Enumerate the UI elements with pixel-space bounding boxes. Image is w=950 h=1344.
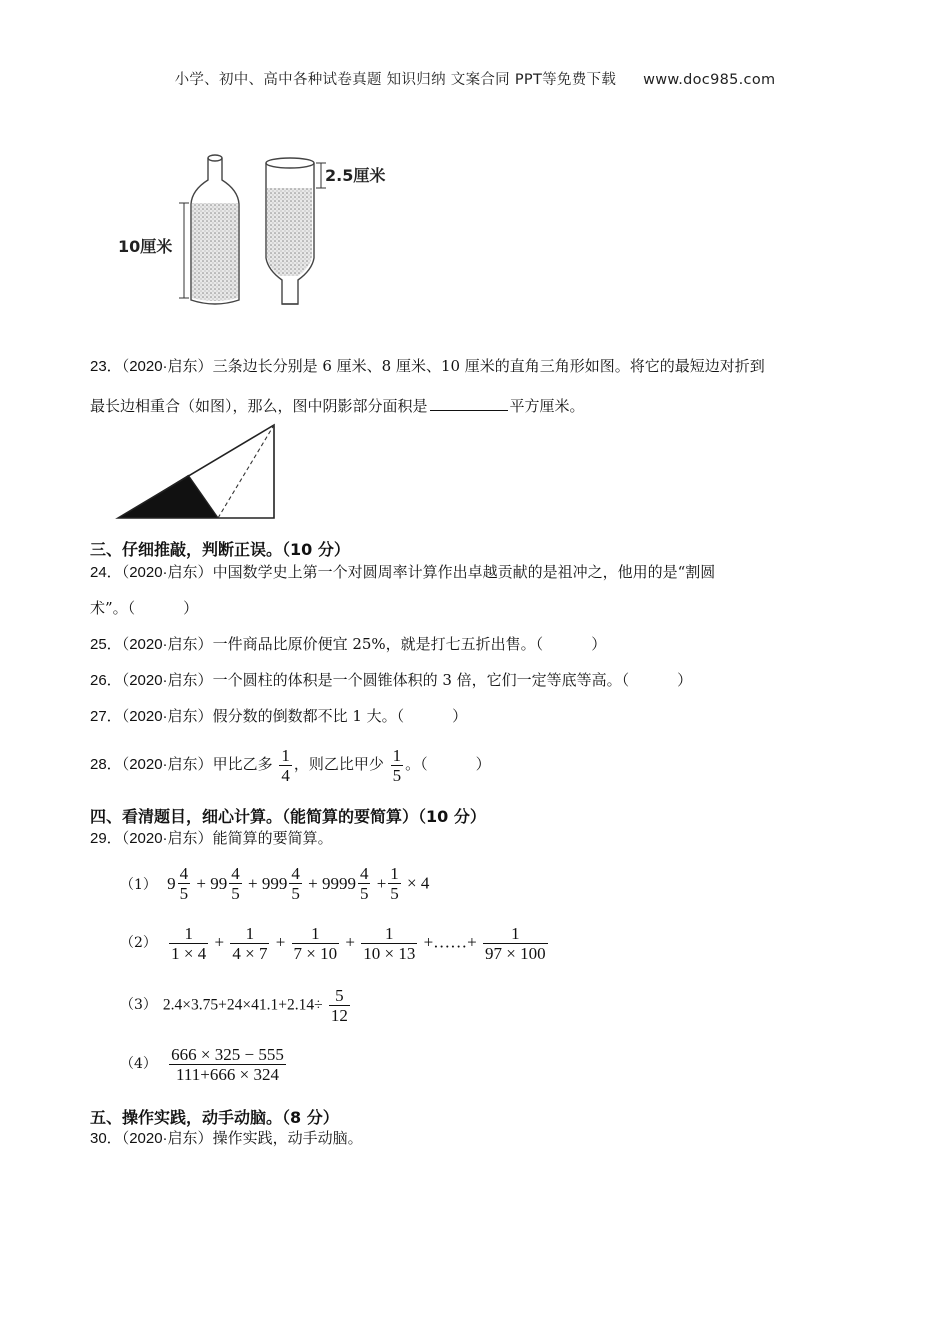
denominator: 12 <box>330 1006 348 1025</box>
ellipsis: +……+ <box>423 932 477 952</box>
question-source: （2020·启东） <box>121 564 213 581</box>
whole-part: 9 <box>167 873 176 893</box>
expression-3 <box>120 986 352 1025</box>
question-source: （2020·启东） <box>121 358 213 375</box>
question-text: 最长边相重合（如图），那么，图中阴影部分面积是 <box>90 397 428 415</box>
numerator: 4 <box>231 864 240 883</box>
numerator: 1 <box>392 745 402 765</box>
question-23-line2 <box>90 394 585 416</box>
question-number: 23． <box>90 358 122 375</box>
right-bottle-water <box>267 188 312 276</box>
triangle-figure <box>110 420 285 525</box>
section-4-title: 四、看清题目，细心计算。（能简算的要简算）（10 分） <box>90 807 486 826</box>
question-text: 三条边长分别是 6 厘米、8 厘米、10 厘米的直角三角形如图。将它的最短边对折到 <box>212 357 765 375</box>
denominator: 5 <box>359 884 369 903</box>
operator: + <box>275 932 286 952</box>
question-number: 26． <box>90 672 122 689</box>
left-bottle-water <box>192 203 238 301</box>
denominator: 97 × 100 <box>485 944 546 963</box>
question-text: 能简算的要简算。 <box>212 829 333 847</box>
item-label: （2） <box>120 935 157 952</box>
fraction-term <box>169 1045 286 1084</box>
mixed-number <box>196 864 243 903</box>
numerator: 4 <box>179 864 189 883</box>
question-source: （2020·启东） <box>121 708 213 725</box>
numerator: 1 <box>184 924 193 943</box>
denominator: 5 <box>390 884 399 903</box>
operator: + <box>345 932 355 952</box>
fraction-one-fifth <box>391 746 404 785</box>
ten-cm-marker <box>179 203 189 298</box>
fraction-term <box>169 924 208 963</box>
numerator: 1 <box>281 745 290 765</box>
question-number: 29． <box>90 830 122 847</box>
fold-line <box>218 425 274 518</box>
operator: + <box>376 873 387 893</box>
denominator: 5 <box>392 765 402 785</box>
question-number: 28． <box>90 756 122 773</box>
question-number: 30． <box>90 1130 122 1147</box>
question-26 <box>90 670 692 691</box>
numerator: 4 <box>359 864 369 883</box>
question-text: 假分数的倒数都不比 1 大。（ <box>212 707 405 725</box>
operator-term: × 4 <box>407 873 430 893</box>
question-source: （2020·启东） <box>121 636 213 653</box>
bottle-figure <box>110 148 410 313</box>
question-number: 24． <box>90 564 122 581</box>
denominator: 7 × 10 <box>293 944 338 963</box>
numerator: 1 <box>311 924 320 943</box>
denominator: 4 <box>281 765 290 785</box>
question-29 <box>90 828 333 849</box>
fraction-term <box>329 986 350 1025</box>
close-paren: ） <box>475 755 491 773</box>
page-header <box>0 68 950 89</box>
header-url[interactable]: www.doc985.com <box>643 72 776 88</box>
denominator: 4 × 7 <box>232 944 268 963</box>
close-paren: ） <box>591 635 607 653</box>
question-text: ，则乙比甲少 <box>293 755 384 773</box>
expression-text: 2.4×3.75+24×41.1+2.14÷ <box>162 996 323 1014</box>
whole-part: + 99 <box>196 873 228 893</box>
item-label: （1） <box>120 876 157 893</box>
expression-2 <box>120 924 550 963</box>
question-24-line2 <box>90 598 198 618</box>
question-28 <box>90 742 491 787</box>
question-number: 27． <box>90 708 122 725</box>
denominator: 10 × 13 <box>363 944 416 963</box>
question-23-line1 <box>90 356 765 377</box>
fraction-one-fourth <box>279 746 292 785</box>
numerator: 1 <box>390 864 399 883</box>
fraction-term <box>377 864 403 903</box>
question-source: （2020·启东） <box>121 756 213 773</box>
question-25 <box>90 634 606 655</box>
numerator: 4 <box>291 864 300 883</box>
expression-4 <box>120 1045 288 1084</box>
question-text: 一个圆柱的体积是一个圆锥体积的 3 倍，它们一定等底等高。（ <box>212 671 630 689</box>
numerator: 666 × 325 − 555 <box>171 1045 284 1064</box>
item-label: （4） <box>120 1056 157 1073</box>
label-10cm: 10厘米 <box>118 237 173 256</box>
mixed-number <box>248 864 304 903</box>
numerator: 5 <box>335 986 344 1005</box>
whole-part: + 999 <box>248 873 288 893</box>
item-label: （3） <box>120 997 157 1014</box>
question-source: （2020·启东） <box>121 1130 213 1147</box>
question-text: 甲比乙多 <box>212 755 273 773</box>
numerator: 1 <box>511 924 520 943</box>
expression-1 <box>120 864 429 903</box>
mixed-number <box>308 864 372 903</box>
question-text: 术”。（ <box>90 599 136 617</box>
close-paren: ） <box>452 707 468 725</box>
denominator: 1 × 4 <box>171 944 207 963</box>
close-paren: ） <box>183 599 199 617</box>
denominator: 111+666 × 324 <box>169 1064 286 1084</box>
fraction-term <box>292 924 340 963</box>
denominator: 5 <box>179 884 189 903</box>
denominator: 5 <box>231 884 240 903</box>
label-2-5cm: 2.5厘米 <box>325 166 386 185</box>
numerator: 1 <box>245 924 255 943</box>
question-text: 。（ <box>405 755 428 773</box>
question-text: 一件商品比原价便宜 25%，就是打七五折出售。（ <box>212 635 544 653</box>
question-text: 中国数学史上第一个对圆周率计算作出卓越贡献的是祖冲之，他用的是“割圆 <box>212 563 716 581</box>
question-24-line1 <box>90 562 715 583</box>
operator: + <box>214 932 225 952</box>
section-3-title: 三、仔细推敲，判断正误。（10 分） <box>90 540 350 559</box>
question-number: 25． <box>90 636 122 653</box>
header-text: 小学、初中、高中各种试卷真题 知识归纳 文案合同 PPT等免费下载 <box>174 72 617 88</box>
mixed-number <box>167 864 192 903</box>
fraction-term <box>483 924 548 963</box>
question-text: 操作实践，动手动脑。 <box>212 1129 363 1147</box>
fraction-term <box>361 924 417 963</box>
question-source: （2020·启东） <box>121 672 213 689</box>
question-text: 平方厘米。 <box>509 397 585 415</box>
close-paren: ） <box>677 671 693 689</box>
question-source: （2020·启东） <box>121 830 213 847</box>
question-30 <box>90 1128 363 1149</box>
fraction-term <box>230 924 269 963</box>
numerator: 1 <box>385 924 394 943</box>
whole-part: + 9999 <box>308 873 356 893</box>
question-27 <box>90 706 467 727</box>
section-5-title: 五、操作实践，动手动脑。（8 分） <box>90 1108 339 1127</box>
answer-blank[interactable] <box>430 394 508 411</box>
denominator: 5 <box>291 884 300 903</box>
